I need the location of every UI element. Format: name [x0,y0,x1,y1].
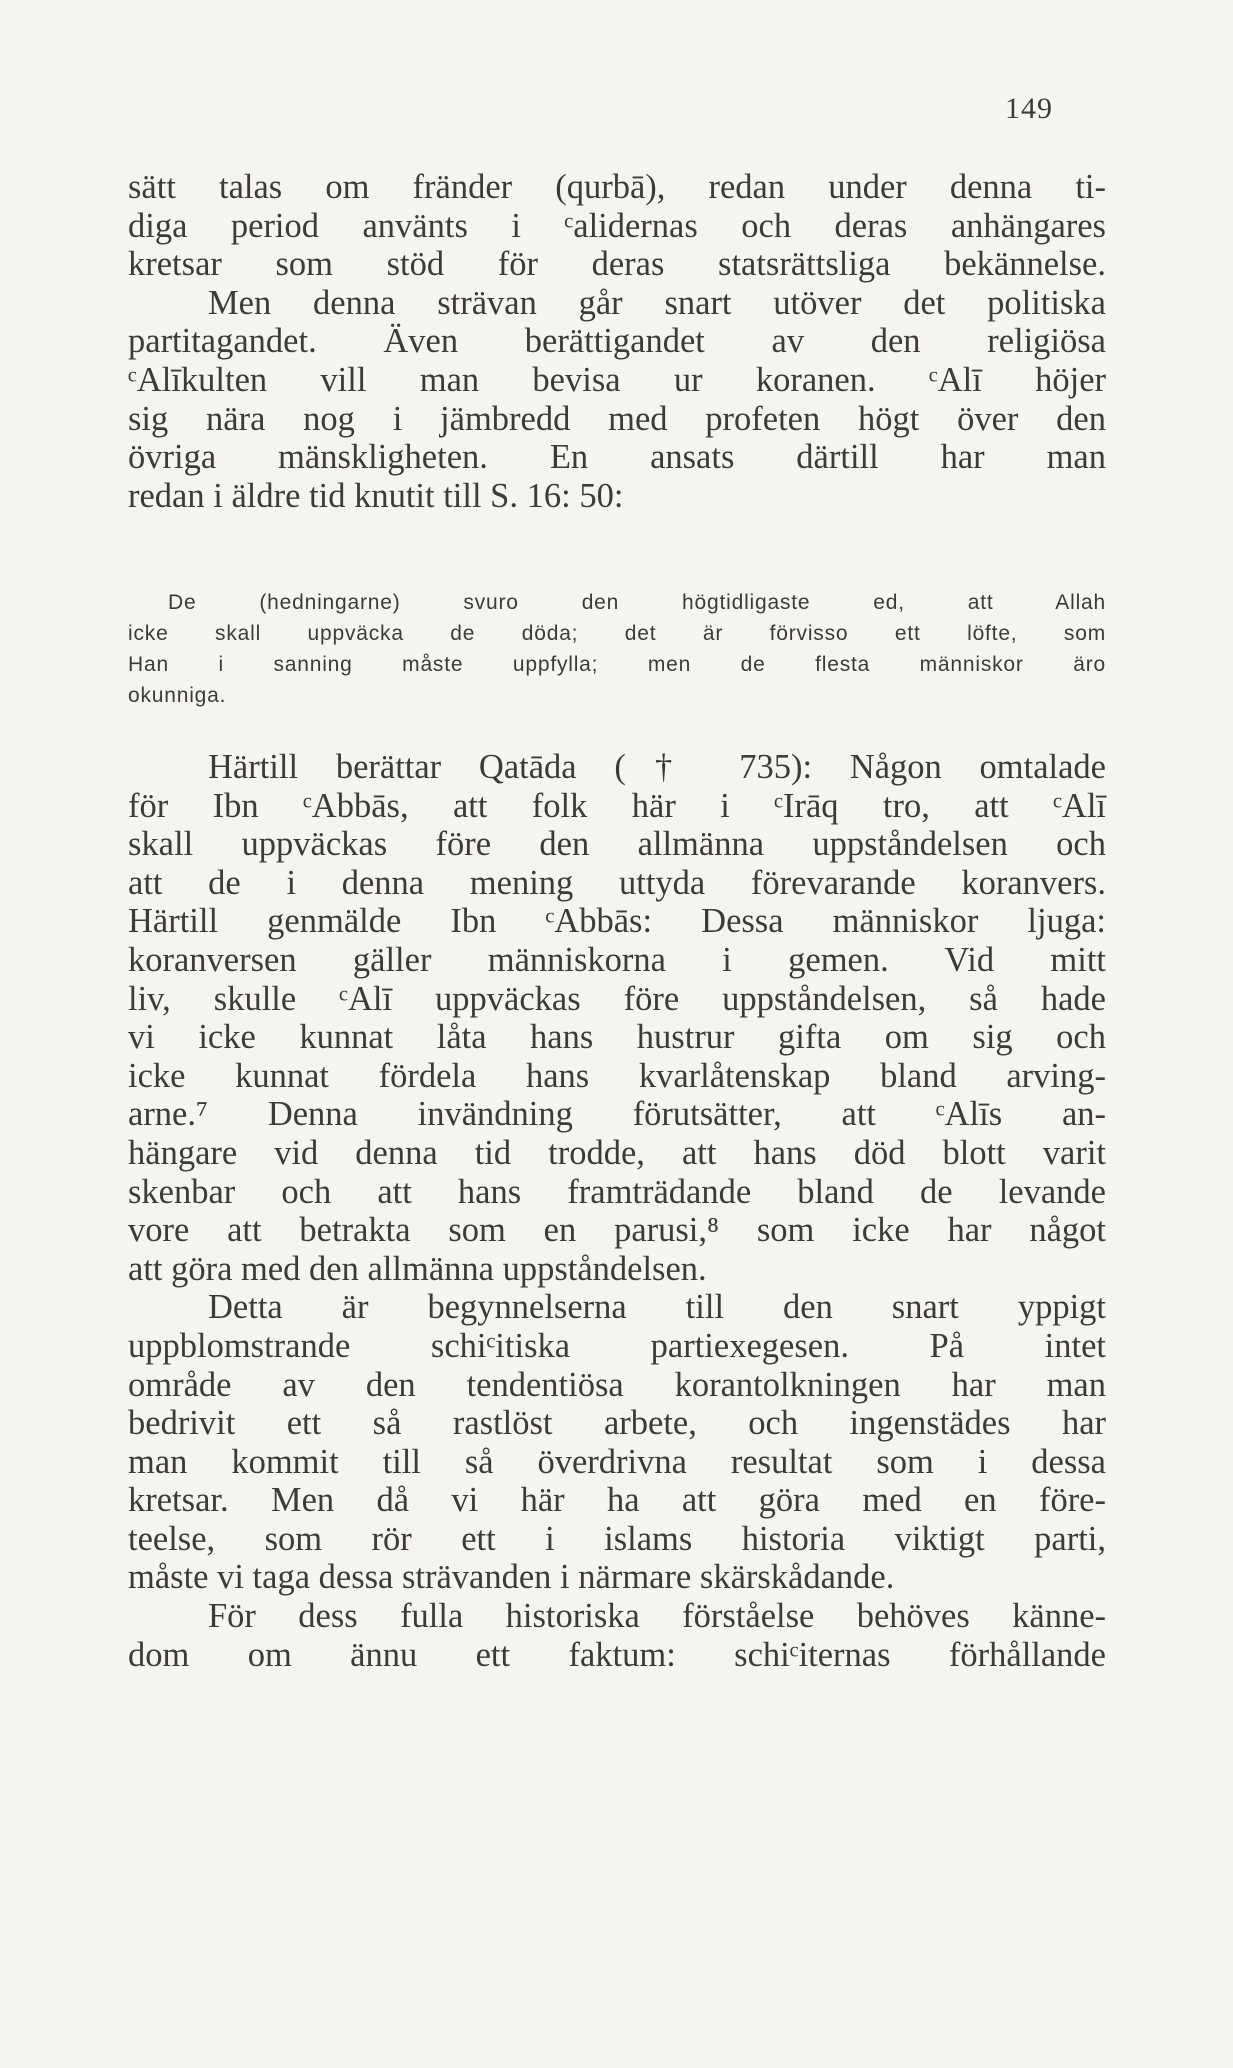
text-line: sätt talas om fränder (qurbā), redan under denna ti- [128,168,1106,206]
text-line: Härtill genmälde Ibn ᶜAbbās: Dessa människor ljuga: [128,902,1106,941]
paragraph-intro [128,168,1106,515]
text-line: område av den tendentiösa korantolkningen har man [128,1365,1106,1404]
text-line: skenbar och att hans framträdande bland de levande [128,1172,1106,1211]
text-line: diga period använts i ᶜalidernas och deras anhängares [128,206,1106,245]
quote-line: Han i sanning måste uppfylla; men de flesta människor äro [128,653,1106,676]
text-line: Detta är begynnelserna till den snart yppigt [208,1288,1106,1327]
text-line: partitagandet. Även berättigandet av den religiösa [128,322,1106,361]
koran-quote [128,587,1106,711]
quote-line: icke skall uppväcka de döda; det är förvisso ett löfte, som [128,622,1106,645]
text-line: teelse, som rör ett i islams historia viktigt parti, [128,1519,1106,1558]
text-line: sig nära nog i jämbredd med profeten högt över den [128,399,1106,438]
text-line: hängare vid denna tid trodde, att hans död blott varit [128,1133,1106,1172]
text-line: skall uppväckas före den allmänna uppståndelsen och [128,825,1106,864]
text-line: koranversen gäller människorna i gemen. Vid mitt [128,940,1106,979]
text-line: att göra med den allmänna uppståndelsen. [128,1249,707,1288]
text-line: att de i denna mening uttyda förevarande koranvers. [128,863,1106,902]
text-line: kretsar som stöd för deras statsrättsliga bekännelse. [128,245,1106,284]
text-line: kretsar. Men då vi här ha att göra med en före- [128,1481,1106,1520]
text-line: måste vi taga dessa strävanden i närmare skärskådande. [128,1558,895,1597]
text-line: man kommit till så överdrivna resultat som i dessa [128,1442,1106,1481]
text-line: arne.⁷ Denna invändning förutsätter, att ᶜAlīs an- [128,1095,1106,1134]
text-line: redan i äldre tid knutit till S. 16: 50: [128,476,624,515]
quote-line: okunniga. [128,684,227,707]
text-line: för Ibn ᶜAbbās, att folk här i ᶜIrāq tro, att ᶜAlī [128,786,1106,825]
text-line: övriga mänskligheten. En ansats därtill har man [128,438,1106,477]
text-line: uppblomstrande schiᶜitiska partiexegesen. På intet [128,1326,1106,1365]
text-line: vore att betrakta som en parusi,⁸ som icke har något [128,1211,1106,1250]
text-line: bedrivit ett så rastlöst arbete, och ingenstädes har [128,1404,1106,1443]
text-line: Men denna strävan går snart utöver det politiska [208,283,1106,322]
text-line: Härtill berättar Qatāda († 735): Någon omtalade [208,748,1106,786]
page-number: 149 [1005,92,1053,125]
quote-line: De (hedningarne) svuro den högtidligaste ed, att Allah [168,591,1106,614]
text-line: dom om ännu ett faktum: schiᶜiternas förhållande [128,1635,1106,1674]
text-line: För dess fulla historiska förståelse behöves känne- [208,1597,1106,1636]
text-line: ᶜAlīkulten vill man bevisa ur koranen. ᶜAlī höjer [128,360,1106,399]
paragraph-body [128,748,1106,1674]
text-line: vi icke kunnat låta hans hustrur gifta om sig och [128,1018,1106,1057]
text-line: liv, skulle ᶜAlī uppväckas före uppståndelsen, så hade [128,979,1106,1018]
text-line: icke kunnat fördela hans kvarlåtenskap bland arving- [128,1056,1106,1095]
